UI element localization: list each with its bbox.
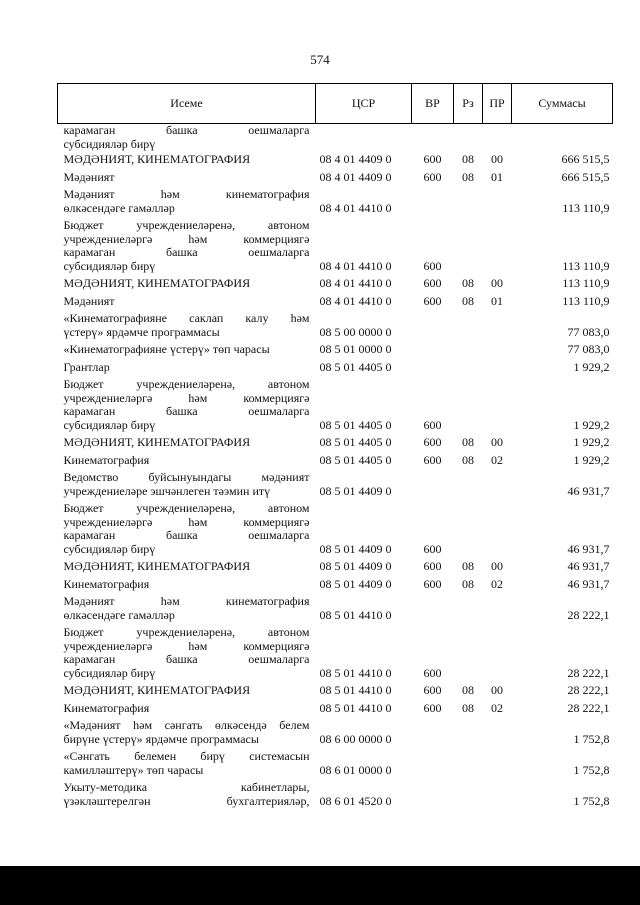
row-name [58,626,316,684]
row-name [58,219,316,277]
row-sum: 666 515,5 [561,169,610,184]
row-sum: 1 929,2 [573,452,610,467]
row-csr: 08 5 01 4409 0 [319,559,392,573]
row-rz [454,188,483,219]
row-name-line: карамаган башка оешмаларга [63,123,310,137]
row-name-line: МӘДӘНИЯТ, КИНЕМАТОГРАФИЯ [63,152,251,166]
row-pr [483,781,512,812]
row-name [58,719,316,750]
row-name-line: субсидияләр бирү [63,258,156,273]
row-csr: 08 5 01 4405 0 [319,452,392,467]
row-sum: 1 752,8 [573,762,610,777]
row-name [58,750,316,781]
row-vr [412,595,454,626]
row-vr: 600 [423,576,442,591]
row-name-line: МӘДӘНИЯТ, КИНЕМАТОГРАФИЯ [63,683,251,697]
row-sum: 666 515,5 [561,152,610,166]
row-name-line: учреждениеләре эшчәнлеген тәэмин итү [63,483,271,498]
row-name [58,471,316,502]
row-vr [412,343,454,361]
row-vr: 600 [423,665,442,680]
header-pr: ПР [483,84,512,124]
row-vr: 600 [423,452,442,467]
row-rz [454,502,483,560]
row-name [58,684,316,702]
row-csr: 08 5 01 4405 0 [319,359,392,374]
row-pr [483,312,512,343]
row-pr [483,343,512,361]
row-name-line: учреждениеләргә һәм коммерциягә [63,231,310,246]
header-vr: ВР [412,84,454,124]
row-name-line: Мәдәният [63,293,115,308]
table-row [58,295,613,313]
row-sum: 1 929,2 [573,359,610,374]
row-name [58,454,316,472]
row-name-line: карамаган башка оешмаларга [63,404,310,418]
row-name [58,295,316,313]
table-row [58,343,613,361]
row-sum: 46 931,7 [567,483,610,498]
row-csr: 08 5 01 4409 0 [319,541,392,556]
row-rz: 08 [462,452,474,467]
row-name-line: Кинематография [63,576,150,591]
table-row [58,781,613,812]
row-name-line: үзәкләштерелгән бухгалтерияләр, [63,793,310,808]
row-name-line: субсидияләр бирү [63,136,156,151]
row-vr [412,719,454,750]
table-header [58,84,613,124]
table-row [58,436,613,454]
row-name-line: Кинематография [63,700,150,715]
row-vr [412,471,454,502]
row-name-line: Мәдәният [63,169,115,184]
row-rz [454,124,483,154]
table-body [58,124,613,813]
table-row [58,219,613,277]
row-pr [483,378,512,436]
row-sum: 1 929,2 [573,417,610,432]
row-name-line: МӘДӘНИЯТ, КИНЕМАТОГРАФИЯ [63,276,251,290]
table-row [58,312,613,343]
row-name-line: субсидияләр бирү [63,417,156,432]
row-sum: 77 083,0 [567,324,610,339]
row-name-line: «Кинематографияне үстерү» төп чарасы [63,342,270,356]
row-name-line: өлкәсендәге гамәлләр [63,200,175,215]
table-row [58,378,613,436]
row-vr [412,781,454,812]
row-pr: 00 [491,435,503,449]
row-name [58,595,316,626]
row-name-line: үстерү» ярдәмче программасы [63,324,220,339]
row-rz: 08 [462,700,474,715]
row-pr [483,219,512,277]
row-csr: 08 5 01 4409 0 [319,483,392,498]
row-rz [454,471,483,502]
table-row [58,153,613,171]
row-name [58,361,316,379]
row-rz [454,343,483,361]
row-rz [454,595,483,626]
row-name-line: Грантлар [63,359,110,374]
row-name [58,312,316,343]
row-sum: 46 931,7 [567,576,610,591]
table-row [58,502,613,560]
row-vr: 600 [423,683,442,697]
row-pr [483,626,512,684]
row-csr: 08 4 01 4409 0 [319,169,392,184]
page-number: 574 [310,52,330,67]
row-name [58,502,316,560]
row-csr: 08 5 01 4409 0 [319,576,392,591]
row-csr: 08 5 01 4410 0 [319,683,392,697]
row-name-line: Ведомство буйсынуындагы мәдәният [63,470,310,484]
row-name [58,560,316,578]
row-csr: 08 5 01 0000 0 [319,342,392,356]
row-rz [454,378,483,436]
row-pr: 02 [491,700,503,715]
row-name-line: учреждениеләргә һәм коммерциягә [63,638,310,653]
row-vr: 600 [423,700,442,715]
row-name-line: камилләштерү» төп чарасы [63,762,204,777]
row-rz: 08 [462,435,474,449]
row-csr: 08 6 00 0000 0 [319,731,392,746]
row-csr: 08 5 01 4405 0 [319,417,392,432]
row-csr: 08 5 00 0000 0 [319,324,392,339]
row-name [58,436,316,454]
row-vr [412,361,454,379]
scan-bottom-border [0,866,640,905]
row-csr: 08 5 01 4410 0 [319,700,392,715]
row-name-line: учреждениеләргә һәм коммерциягә [63,514,310,529]
row-csr: 08 6 01 4520 0 [319,793,392,808]
row-sum: 28 222,1 [567,607,610,622]
row-rz: 08 [462,576,474,591]
row-pr: 02 [491,452,503,467]
row-name-line: карамаган башка оешмаларга [63,528,310,542]
row-vr [412,750,454,781]
row-name-line: Бюджет учреждениеләренә, автоном [63,625,310,639]
table-row [58,171,613,189]
row-sum: 46 931,7 [567,559,610,573]
row-name-line: бирүне үстерү» ярдәмче программасы [63,731,259,746]
row-rz [454,219,483,277]
table-row [58,188,613,219]
row-vr: 600 [423,169,442,184]
header-sum: Суммасы [512,84,613,124]
row-pr: 01 [491,169,503,184]
table-row [58,454,613,472]
row-rz: 08 [462,152,474,166]
row-csr: 08 4 01 4410 0 [319,276,392,290]
row-pr: 00 [491,559,503,573]
row-csr: 08 6 01 0000 0 [319,762,392,777]
row-pr: 00 [491,152,503,166]
row-rz [454,781,483,812]
row-sum: 46 931,7 [567,541,610,556]
header-row [58,84,613,124]
row-pr: 00 [491,276,503,290]
row-pr [483,188,512,219]
row-csr: 08 4 01 4410 0 [319,200,392,215]
row-sum: 1 752,8 [573,731,610,746]
row-sum: 113 110,9 [562,200,610,215]
row-sum: 113 110,9 [562,258,610,273]
row-vr [412,312,454,343]
row-csr: 08 4 01 4410 0 [319,258,392,273]
row-rz [454,750,483,781]
row-name [58,277,316,295]
row-csr: 08 5 01 4410 0 [319,665,392,680]
row-name [58,124,316,154]
row-rz: 08 [462,559,474,573]
row-vr: 600 [423,258,442,273]
row-name-line: Мәдәният һәм кинематография [63,594,310,608]
row-pr [483,361,512,379]
row-name [58,781,316,812]
table-row [58,595,613,626]
row-name-line: Мәдәният һәм кинематография [63,187,310,201]
table-row [58,626,613,684]
row-vr: 600 [423,541,442,556]
table-row [58,719,613,750]
table-row [58,702,613,720]
row-name [58,188,316,219]
row-name-line: учреждениеләргә һәм коммерциягә [63,390,310,405]
row-name-line: Бюджет учреждениеләренә, автоном [63,501,310,515]
row-rz: 08 [462,683,474,697]
row-pr [483,750,512,781]
row-sum: 1 929,2 [573,435,610,449]
row-name-line: Бюджет учреждениеләренә, автоном [63,377,310,391]
row-sum: 113 110,9 [562,276,610,290]
row-sum: 28 222,1 [567,683,610,697]
row-name [58,171,316,189]
row-rz: 08 [462,276,474,290]
header-name: Исеме [58,84,316,124]
row-pr [483,595,512,626]
row-pr [483,471,512,502]
row-rz [454,719,483,750]
row-name-line: «Мәдәният һәм сәнгать өлкәсендә белем [63,718,310,732]
row-name-line: МӘДӘНИЯТ, КИНЕМАТОГРАФИЯ [63,559,251,573]
row-csr: 08 4 01 4409 0 [319,152,392,166]
row-rz: 08 [462,169,474,184]
table-row [58,471,613,502]
table-row [58,684,613,702]
row-name-line: өлкәсендәге гамәлләр [63,607,175,622]
row-pr [483,124,512,154]
row-vr [412,124,454,154]
row-vr [412,188,454,219]
row-name-line: «Кинематографияне саклап калу һәм [63,311,310,325]
row-name-line: карамаган башка оешмаларга [63,245,310,259]
row-vr: 600 [423,276,442,290]
row-vr: 600 [423,293,442,308]
row-csr [316,124,412,154]
row-name [58,343,316,361]
row-rz [454,312,483,343]
row-sum [512,124,613,154]
row-sum: 77 083,0 [567,342,610,356]
row-rz: 08 [462,293,474,308]
row-name-line: субсидияләр бирү [63,665,156,680]
row-csr: 08 4 01 4410 0 [319,293,392,308]
header-csr: ЦСР [316,84,412,124]
row-pr: 00 [491,683,503,697]
row-vr: 600 [423,152,442,166]
row-name-line: МӘДӘНИЯТ, КИНЕМАТОГРАФИЯ [63,435,251,449]
table-row [58,124,613,154]
table-row [58,750,613,781]
row-csr: 08 5 01 4405 0 [319,435,392,449]
row-rz [454,361,483,379]
row-pr: 01 [491,293,503,308]
row-rz [454,626,483,684]
row-pr: 02 [491,576,503,591]
row-sum: 1 752,8 [573,793,610,808]
row-pr [483,502,512,560]
header-rz: Рз [454,84,483,124]
row-name-line: субсидияләр бирү [63,541,156,556]
row-pr [483,719,512,750]
row-name-line: Кинематография [63,452,150,467]
row-name [58,702,316,720]
row-vr: 600 [423,435,442,449]
row-name-line: Укыту-методика кабинетлары, [63,780,310,794]
row-name [58,153,316,171]
row-sum: 28 222,1 [567,665,610,680]
table-row [58,277,613,295]
row-csr: 08 5 01 4410 0 [319,607,392,622]
table-row [58,578,613,596]
table-row [58,560,613,578]
budget-table [57,83,613,812]
row-vr: 600 [423,417,442,432]
table-row [58,361,613,379]
row-sum: 28 222,1 [567,700,610,715]
row-name [58,378,316,436]
row-name-line: «Сәнгать белемен бирү системасын [63,749,310,763]
row-name-line: Бюджет учреждениеләренә, автоном [63,218,310,232]
row-sum: 113 110,9 [562,293,610,308]
row-name-line: карамаган башка оешмаларга [63,652,310,666]
row-name [58,578,316,596]
row-vr: 600 [423,559,442,573]
